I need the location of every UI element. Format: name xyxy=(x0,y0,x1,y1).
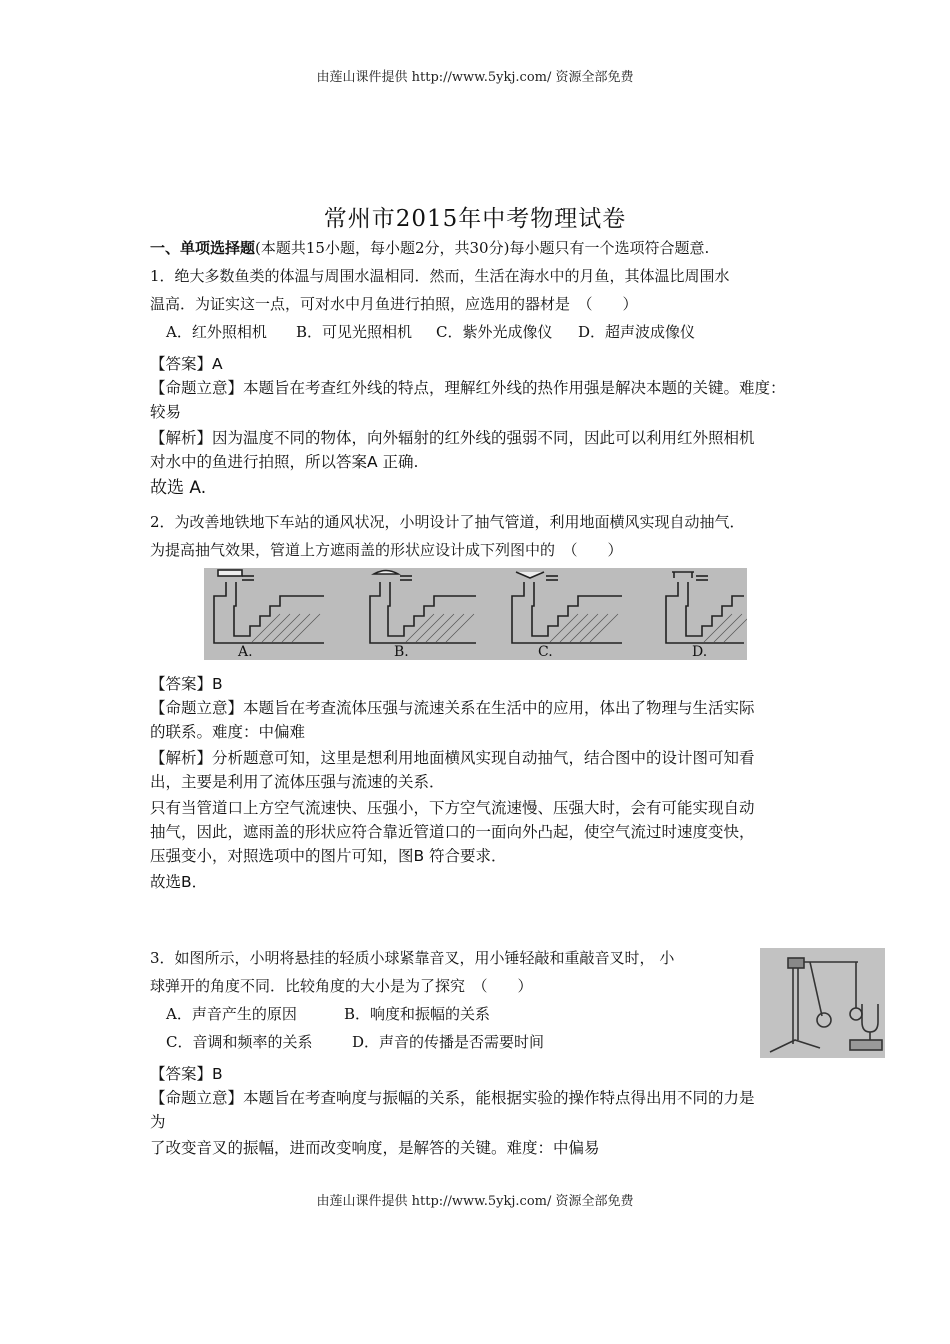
figure-label-b: B. xyxy=(394,644,409,660)
q3-option-d: D．声音的传播是否需要时间 xyxy=(352,1033,545,1051)
q3-intent-line-2: 为 xyxy=(150,1113,166,1131)
section-heading xyxy=(150,234,709,262)
page-header: 由莲山课件提供 http://www.5ykj.com/ 资源全部免费 xyxy=(316,70,634,85)
q1-answer: 【答案】A xyxy=(150,355,223,373)
q3-option-c: C．音调和频率的关系 xyxy=(166,1033,313,1051)
q3-options-row-2 xyxy=(166,1028,544,1056)
section-heading-rest: (本题共15小题，每小题2分，共30分)每小题只有一个选项符合题意. xyxy=(255,239,710,257)
q3-options-row-1 xyxy=(166,1000,490,1028)
figure-label-d: D. xyxy=(692,644,708,660)
q2-intent-line-2: 的联系。难度：中偏难 xyxy=(150,723,306,741)
q1-line-1: 1．绝大多数鱼类的体温与周围水温相同．然而，生活在海水中的月鱼，其体温比周围水 xyxy=(150,267,730,285)
figure-label-a: A. xyxy=(238,644,253,660)
q3-intent-line-3: 了改变音叉的振幅，进而改变响度，是解答的关键。难度：中偏易 xyxy=(150,1139,600,1157)
figure-label-c: C. xyxy=(538,644,553,660)
q1-option-d: D．超声波成像仪 xyxy=(578,323,696,341)
q1-options xyxy=(166,318,695,346)
q3-option-b: B．响度和振幅的关系 xyxy=(344,1005,491,1023)
q3-line-1: 3．如图所示，小明将悬挂的轻质小球紧靠音叉，用小锤轻敲和重敲音叉时， 小 xyxy=(150,949,675,967)
q3-figure xyxy=(760,948,885,1058)
q2-answer: 【答案】B xyxy=(150,675,223,693)
page-footer: 由莲山课件提供 http://www.5ykj.com/ 资源全部免费 xyxy=(316,1194,634,1209)
q1-final: 故选 A. xyxy=(150,478,207,498)
q1-intent-line-1: 【命题立意】本题旨在考查红外线的特点，理解红外线的热作用强是解决本题的关键。难度： xyxy=(150,379,786,397)
q2-analysis-line-3: 只有当管道口上方空气流速快、压强小，下方空气流速慢、压强大时，会有可能实现自动 xyxy=(150,799,755,817)
q2-analysis-line-4: 抽气，因此，遮雨盖的形状应符合靠近管道口的一面向外凸起，使空气流过时速度变快， xyxy=(150,823,755,841)
q1-analysis-line-1: 【解析】因为温度不同的物体，向外辐射的红外线的强弱不同，因此可以利用红外照相机 xyxy=(150,429,755,447)
q2-line-2: 为提高抽气效果，管道上方遮雨盖的形状应设计成下列图中的 （ ） xyxy=(150,541,623,559)
q1-intent-line-2: 较易 xyxy=(150,403,182,421)
page-title: 常州市2015年中考物理试卷 xyxy=(323,206,627,232)
q2-final: 故选B． xyxy=(150,873,208,891)
q1-option-c: C．紫外光成像仪 xyxy=(436,323,553,341)
q2-intent-line-1: 【命题立意】本题旨在考查流体压强与流速关系在生活中的应用，体出了物理与生活实际 xyxy=(150,699,755,717)
q1-option-a: A．红外照相机 xyxy=(166,323,267,341)
q3-intent-line-1: 【命题立意】本题旨在考查响度与振幅的关系，能根据实验的操作特点得出用不同的力是 xyxy=(150,1089,755,1107)
q3-answer: 【答案】B xyxy=(150,1065,223,1083)
q3-option-a: A．声音产生的原因 xyxy=(166,1005,297,1023)
q2-analysis-line-2: 出，主要是利用了流体压强与流速的关系． xyxy=(150,773,445,791)
q1-option-b: B．可见光照相机 xyxy=(296,323,413,341)
duct-options-diagram xyxy=(204,568,747,660)
q2-figure xyxy=(204,568,747,660)
q2-analysis-line-5: 压强变小，对照选项中的图片可知，图B 符合要求． xyxy=(150,847,507,865)
q2-line-1: 2．为改善地铁地下车站的通风状况，小明设计了抽气管道，利用地面横风实现自动抽气． xyxy=(150,513,745,531)
tuning-fork-diagram xyxy=(760,948,885,1058)
section-heading-bold: 一、单项选择题 xyxy=(150,239,256,257)
q3-line-2: 球弹开的角度不同．比较角度的大小是为了探究 （ ） xyxy=(150,977,533,995)
q1-line-2: 温高．为证实这一点，可对水中月鱼进行拍照，应选用的器材是 （ ） xyxy=(150,295,638,313)
q1-analysis-line-2: 对水中的鱼进行拍照，所以答案A 正确. xyxy=(150,453,419,471)
q2-analysis-line-1: 【解析】分析题意可知，这里是想利用地面横风实现自动抽气，结合图中的设计图可知看 xyxy=(150,749,755,767)
